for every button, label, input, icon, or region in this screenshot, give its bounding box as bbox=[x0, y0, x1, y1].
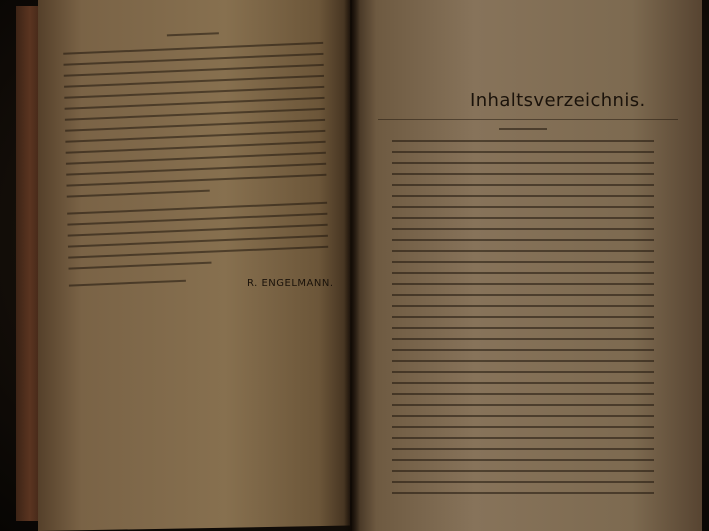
title-rule bbox=[378, 119, 678, 120]
left-page bbox=[38, 0, 350, 531]
toc-entries-placeholder bbox=[392, 128, 654, 503]
page-title: Inhaltsverzeichnis. bbox=[470, 90, 646, 111]
preface-text-placeholder bbox=[63, 28, 329, 296]
book-gutter bbox=[344, 0, 360, 531]
signature: R. ENGELMANN. bbox=[247, 278, 334, 289]
